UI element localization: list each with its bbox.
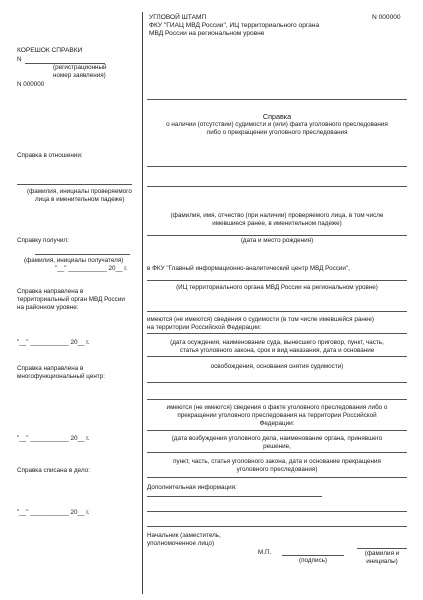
date-4: "__" ___________ 20__ г. bbox=[17, 509, 90, 516]
reg-hint-1: (регистрационный bbox=[53, 64, 107, 71]
conviction-1: имеются (не имеются) сведения о судимости (в том числе имевшейся ранее) bbox=[147, 316, 374, 323]
date-1: "__" ___________ 20__ г. bbox=[55, 265, 128, 272]
stamp-line-2: МВД России на региональном уровне bbox=[149, 30, 265, 37]
prosecution-1: имеются (не имеются) сведения о факте уголовного преследования либо о bbox=[166, 404, 388, 411]
signature-line bbox=[282, 555, 344, 556]
stamp-line-1: ФКУ "ГИАЦ МВД России", ИЦ территориального органа bbox=[149, 22, 320, 29]
date-2: "__" ___________ 20__ г. bbox=[17, 339, 90, 346]
additional-info-label: Дополнительная информация: bbox=[147, 484, 237, 491]
to-organization: в ФКУ "Главный информационно-аналитический центр МВД России", bbox=[147, 265, 350, 272]
received-label: Справку получил: bbox=[17, 237, 69, 244]
certificate-number: N 000000 bbox=[372, 14, 401, 21]
sent-police-1: Справка направлена в bbox=[17, 288, 84, 295]
prosecution-hint-4: уголовного преследования) bbox=[236, 466, 318, 473]
subject-hint-2: лица в именительном падеже) bbox=[35, 196, 125, 203]
subject-label: Справка в отношении: bbox=[17, 152, 83, 159]
fio-line-2 bbox=[147, 186, 407, 187]
fio-hint-1: (фамилия, имя, отчество (при наличии) проверяемого лица, в том числе bbox=[170, 212, 384, 219]
chief-label-2: уполномоченное лицо) bbox=[147, 540, 215, 547]
fio-hint-2: имевшиеся ранее, в именительном падеже) bbox=[212, 220, 342, 227]
certificate-subtitle-2: либо о прекращении уголовного преследования bbox=[206, 129, 348, 136]
column-divider bbox=[142, 12, 143, 594]
prosecution-line-3 bbox=[147, 477, 407, 478]
ic-line-2 bbox=[147, 311, 407, 312]
birth-hint: (дата и место рождения) bbox=[240, 237, 314, 244]
received-hint: (фамилия, инициалы получателя) bbox=[24, 257, 124, 264]
certificate-subtitle-1: о наличии (отсутствии) судимости и (или) факта уголовного преследования bbox=[166, 121, 388, 128]
chief-label-1: Начальник (заместитель, bbox=[147, 532, 221, 539]
signature-hint: (подпись) bbox=[299, 557, 327, 564]
stamp-mp: М.П. bbox=[258, 549, 272, 556]
received-line bbox=[35, 254, 130, 255]
additional-line-2 bbox=[147, 511, 407, 512]
stamp-title: УГЛОВОЙ ШТАМП bbox=[149, 14, 207, 21]
conviction-line-3 bbox=[147, 382, 407, 383]
prosecution-line-2 bbox=[147, 452, 407, 453]
date-3: "__" ___________ 20__ г. bbox=[17, 435, 90, 442]
conviction-line-2 bbox=[147, 356, 407, 357]
conviction-hint-2: статья уголовного закона, срок и вид наказания, дата и основание bbox=[179, 347, 375, 354]
conviction-hint-3: освобождения, основания снятия судимости) bbox=[210, 363, 344, 370]
written-off-label: Справка списана в дело: bbox=[17, 467, 90, 474]
reg-hint-2: номер заявления) bbox=[53, 72, 106, 79]
sent-police-2: территориальный орган МВД России bbox=[17, 296, 125, 303]
prosecution-line bbox=[147, 430, 407, 431]
prosecution-hint-2: решение, bbox=[263, 443, 291, 450]
subject-hint-1: (фамилия, инициалы проверяемого bbox=[27, 188, 132, 195]
ic-hint: (ИЦ территориального органа МВД России на региональном уровне) bbox=[176, 284, 378, 291]
name-line bbox=[357, 548, 407, 549]
conviction-line-4 bbox=[147, 399, 407, 400]
counterfoil-number: N 000000 bbox=[17, 81, 45, 88]
fio-line-1 bbox=[147, 166, 407, 167]
name-hint-1: (фамилия и bbox=[364, 550, 400, 557]
birth-line bbox=[147, 235, 407, 236]
additional-line-3 bbox=[147, 526, 407, 527]
conviction-line bbox=[147, 333, 407, 334]
prosecution-2: прекращении уголовного преследования на территории Российской bbox=[177, 412, 377, 419]
prosecution-3: Федерации: bbox=[259, 420, 295, 427]
conviction-2: на территории Российской Федерации: bbox=[147, 324, 262, 331]
subject-line bbox=[17, 184, 132, 185]
counterfoil-n-label: N bbox=[17, 56, 22, 63]
sent-mfc-2: многофункциональный центр: bbox=[17, 373, 105, 380]
sent-police-3: на районном уровне: bbox=[17, 304, 79, 311]
conviction-hint-1: (дата осуждения, наименование суда, вынесшего приговор, пункт, часть, bbox=[170, 339, 384, 346]
certificate-title: Справка bbox=[262, 112, 292, 121]
prosecution-hint-3: пункт, часть, статья уголовного закона, дата и основание прекращения bbox=[173, 458, 381, 465]
prosecution-hint-1: (дата возбуждения уголовного дела, наименование органа, принявшего bbox=[171, 435, 383, 442]
sent-mfc-1: Справка направлена в bbox=[17, 365, 84, 372]
name-hint-2: инициалы) bbox=[366, 558, 398, 565]
ic-line bbox=[147, 280, 407, 281]
additional-line-1 bbox=[147, 496, 322, 497]
counterfoil-title: КОРЕШОК СПРАВКИ bbox=[17, 47, 83, 54]
top-line bbox=[147, 99, 407, 100]
